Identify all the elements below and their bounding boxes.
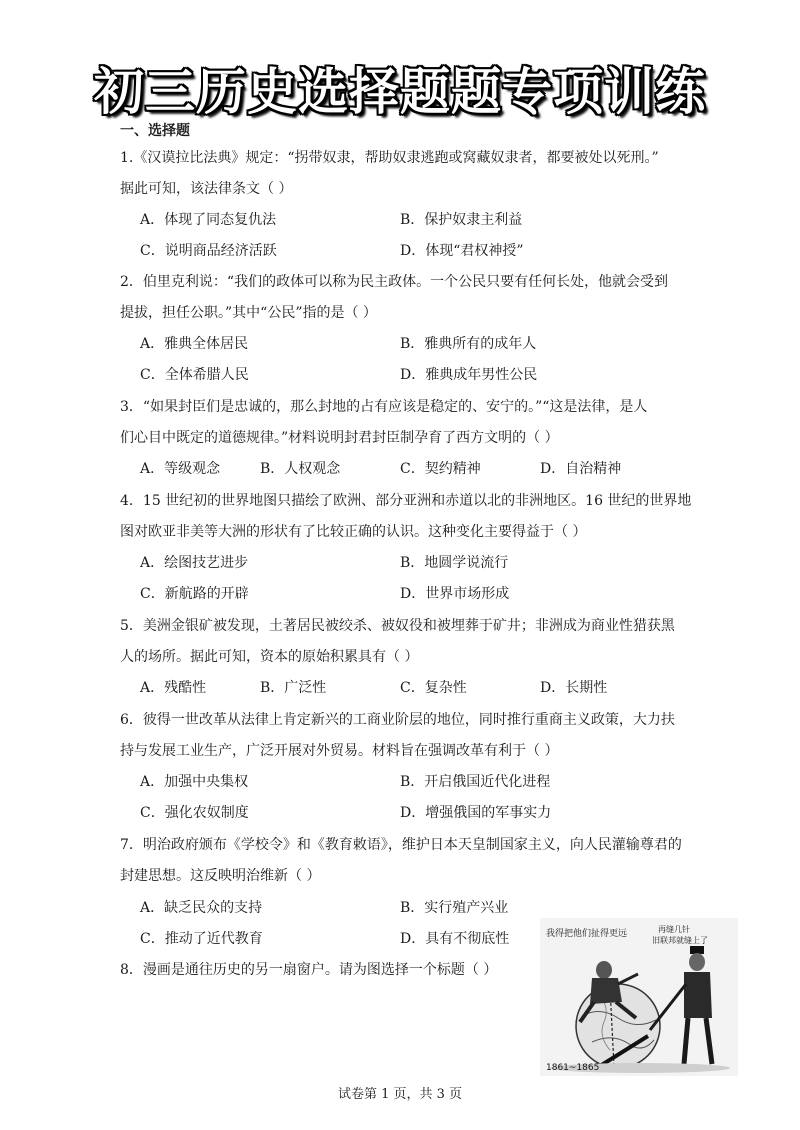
question-1-option-c: C．说明商品经济活跃: [140, 243, 277, 259]
question-4-option-c: C．新航路的开辟: [140, 586, 249, 602]
question-7-option-c: C．推动了近代教育: [140, 931, 263, 947]
question-3-option-b: B．人权观念: [260, 461, 341, 477]
question-7-option-a: A．缺乏民众的支持: [140, 900, 263, 916]
page-title: 初三历史选择题题专项训练: [94, 63, 706, 121]
cartoon-caption-right-2: 旧联邦就缝上了: [652, 936, 708, 945]
history-cartoon: [540, 918, 738, 1076]
question-5-line-1: 5．美洲金银矿被发现，土著居民被绞杀、被奴役和被埋葬于矿井；非洲成为商业性猎获黑: [120, 618, 675, 634]
question-1-option-b: B．保护奴隶主利益: [400, 212, 523, 228]
question-3-option-a: A．等级观念: [140, 461, 221, 477]
question-6-option-d: D．增强俄国的军事实力: [400, 805, 552, 821]
question-2-line-2: 提拔，担任公职。”其中“公民”指的是（ ）: [120, 305, 377, 321]
question-6-option-b: B．开启俄国近代化进程: [400, 774, 551, 790]
question-1-option-a: A．体现了同态复仇法: [140, 212, 277, 228]
question-2-option-d: D．雅典成年男性公民: [400, 367, 538, 383]
cartoon-years: 1861~1865: [546, 1063, 600, 1073]
question-5-option-a: A．残酷性: [140, 680, 207, 696]
question-7-line-2: 封建思想。这反映明治维新（ ）: [120, 868, 321, 884]
question-4-line-2: 图对欧亚非美等大洲的形状有了比较正确的认识。这种变化主要得益于（ ）: [120, 524, 587, 540]
page-footer: 试卷第 1 页，共 3 页: [337, 1087, 463, 1102]
question-6-option-c: C．强化农奴制度: [140, 805, 249, 821]
section-heading: 一、选择题: [120, 123, 190, 139]
question-6-line-2: 持与发展工业生产，广泛开展对外贸易。材料旨在强调改革有利于（ ）: [120, 743, 559, 759]
question-4-option-d: D．世界市场形成: [400, 586, 510, 602]
cartoon-caption-left: 我得把他们扯得更远: [546, 929, 628, 939]
question-5-option-b: B．广泛性: [260, 680, 327, 696]
question-3-line-1: 3．“如果封臣们是忠诚的，那么封地的占有应该是稳定的、安宁的。”“这是法律，是人: [120, 399, 648, 415]
question-5-line-2: 人的场所。据此可知，资本的原始积累具有（ ）: [120, 649, 419, 665]
question-2-line-1: 2．伯里克利说：“我们的政体可以称为民主政体。一个公民只要有任何长处，他就会受到: [120, 274, 669, 290]
question-1-option-d: D．体现“君权神授”: [400, 243, 524, 259]
question-2-option-c: C．全体希腊人民: [140, 367, 249, 383]
question-5-option-c: C．复杂性: [400, 680, 467, 696]
question-4-option-a: A．绘图技艺进步: [140, 555, 249, 571]
question-8-line-1: 8．漫画是通往历史的另一扇窗户。请为图选择一个标题（ ）: [120, 962, 498, 978]
question-1-line-1: 1.《汉谟拉比法典》规定：“拐带奴隶，帮助奴隶逃跑或窝藏奴隶者，都要被处以死刑。”: [120, 150, 659, 166]
question-3-option-c: C．契约精神: [400, 461, 481, 477]
cartoon-caption-right-1: 再缝几针: [658, 925, 690, 934]
question-3-line-2: 们心目中既定的道德规律。”材料说明封君封臣制孕育了西方文明的（ ）: [120, 430, 559, 446]
question-7-option-d: D．具有不彻底性: [400, 931, 510, 947]
question-1-line-2: 据此可知，该法律条文（ ）: [120, 181, 293, 197]
question-7-option-b: B．实行殖产兴业: [400, 900, 509, 916]
question-6-line-1: 6．彼得一世改革从法律上肯定新兴的工商业阶层的地位，同时推行重商主义政策，大力扶: [120, 712, 675, 728]
question-4-line-1: 4．15 世纪初的世界地图只描绘了欧洲、部分亚洲和赤道以北的非洲地区。16 世纪的世界地: [120, 493, 692, 509]
question-4-option-b: B．地圆学说流行: [400, 555, 509, 571]
question-5-option-d: D．长期性: [540, 680, 608, 696]
question-2-option-a: A．雅典全体居民: [140, 336, 249, 352]
question-2-option-b: B．雅典所有的成年人: [400, 336, 537, 352]
question-7-line-1: 7．明治政府颁布《学校令》和《教育敕语》，维护日本天皇制国家主义，向人民灌输尊君的: [120, 837, 682, 853]
question-3-option-d: D．自治精神: [540, 461, 622, 477]
question-6-option-a: A．加强中央集权: [140, 774, 249, 790]
